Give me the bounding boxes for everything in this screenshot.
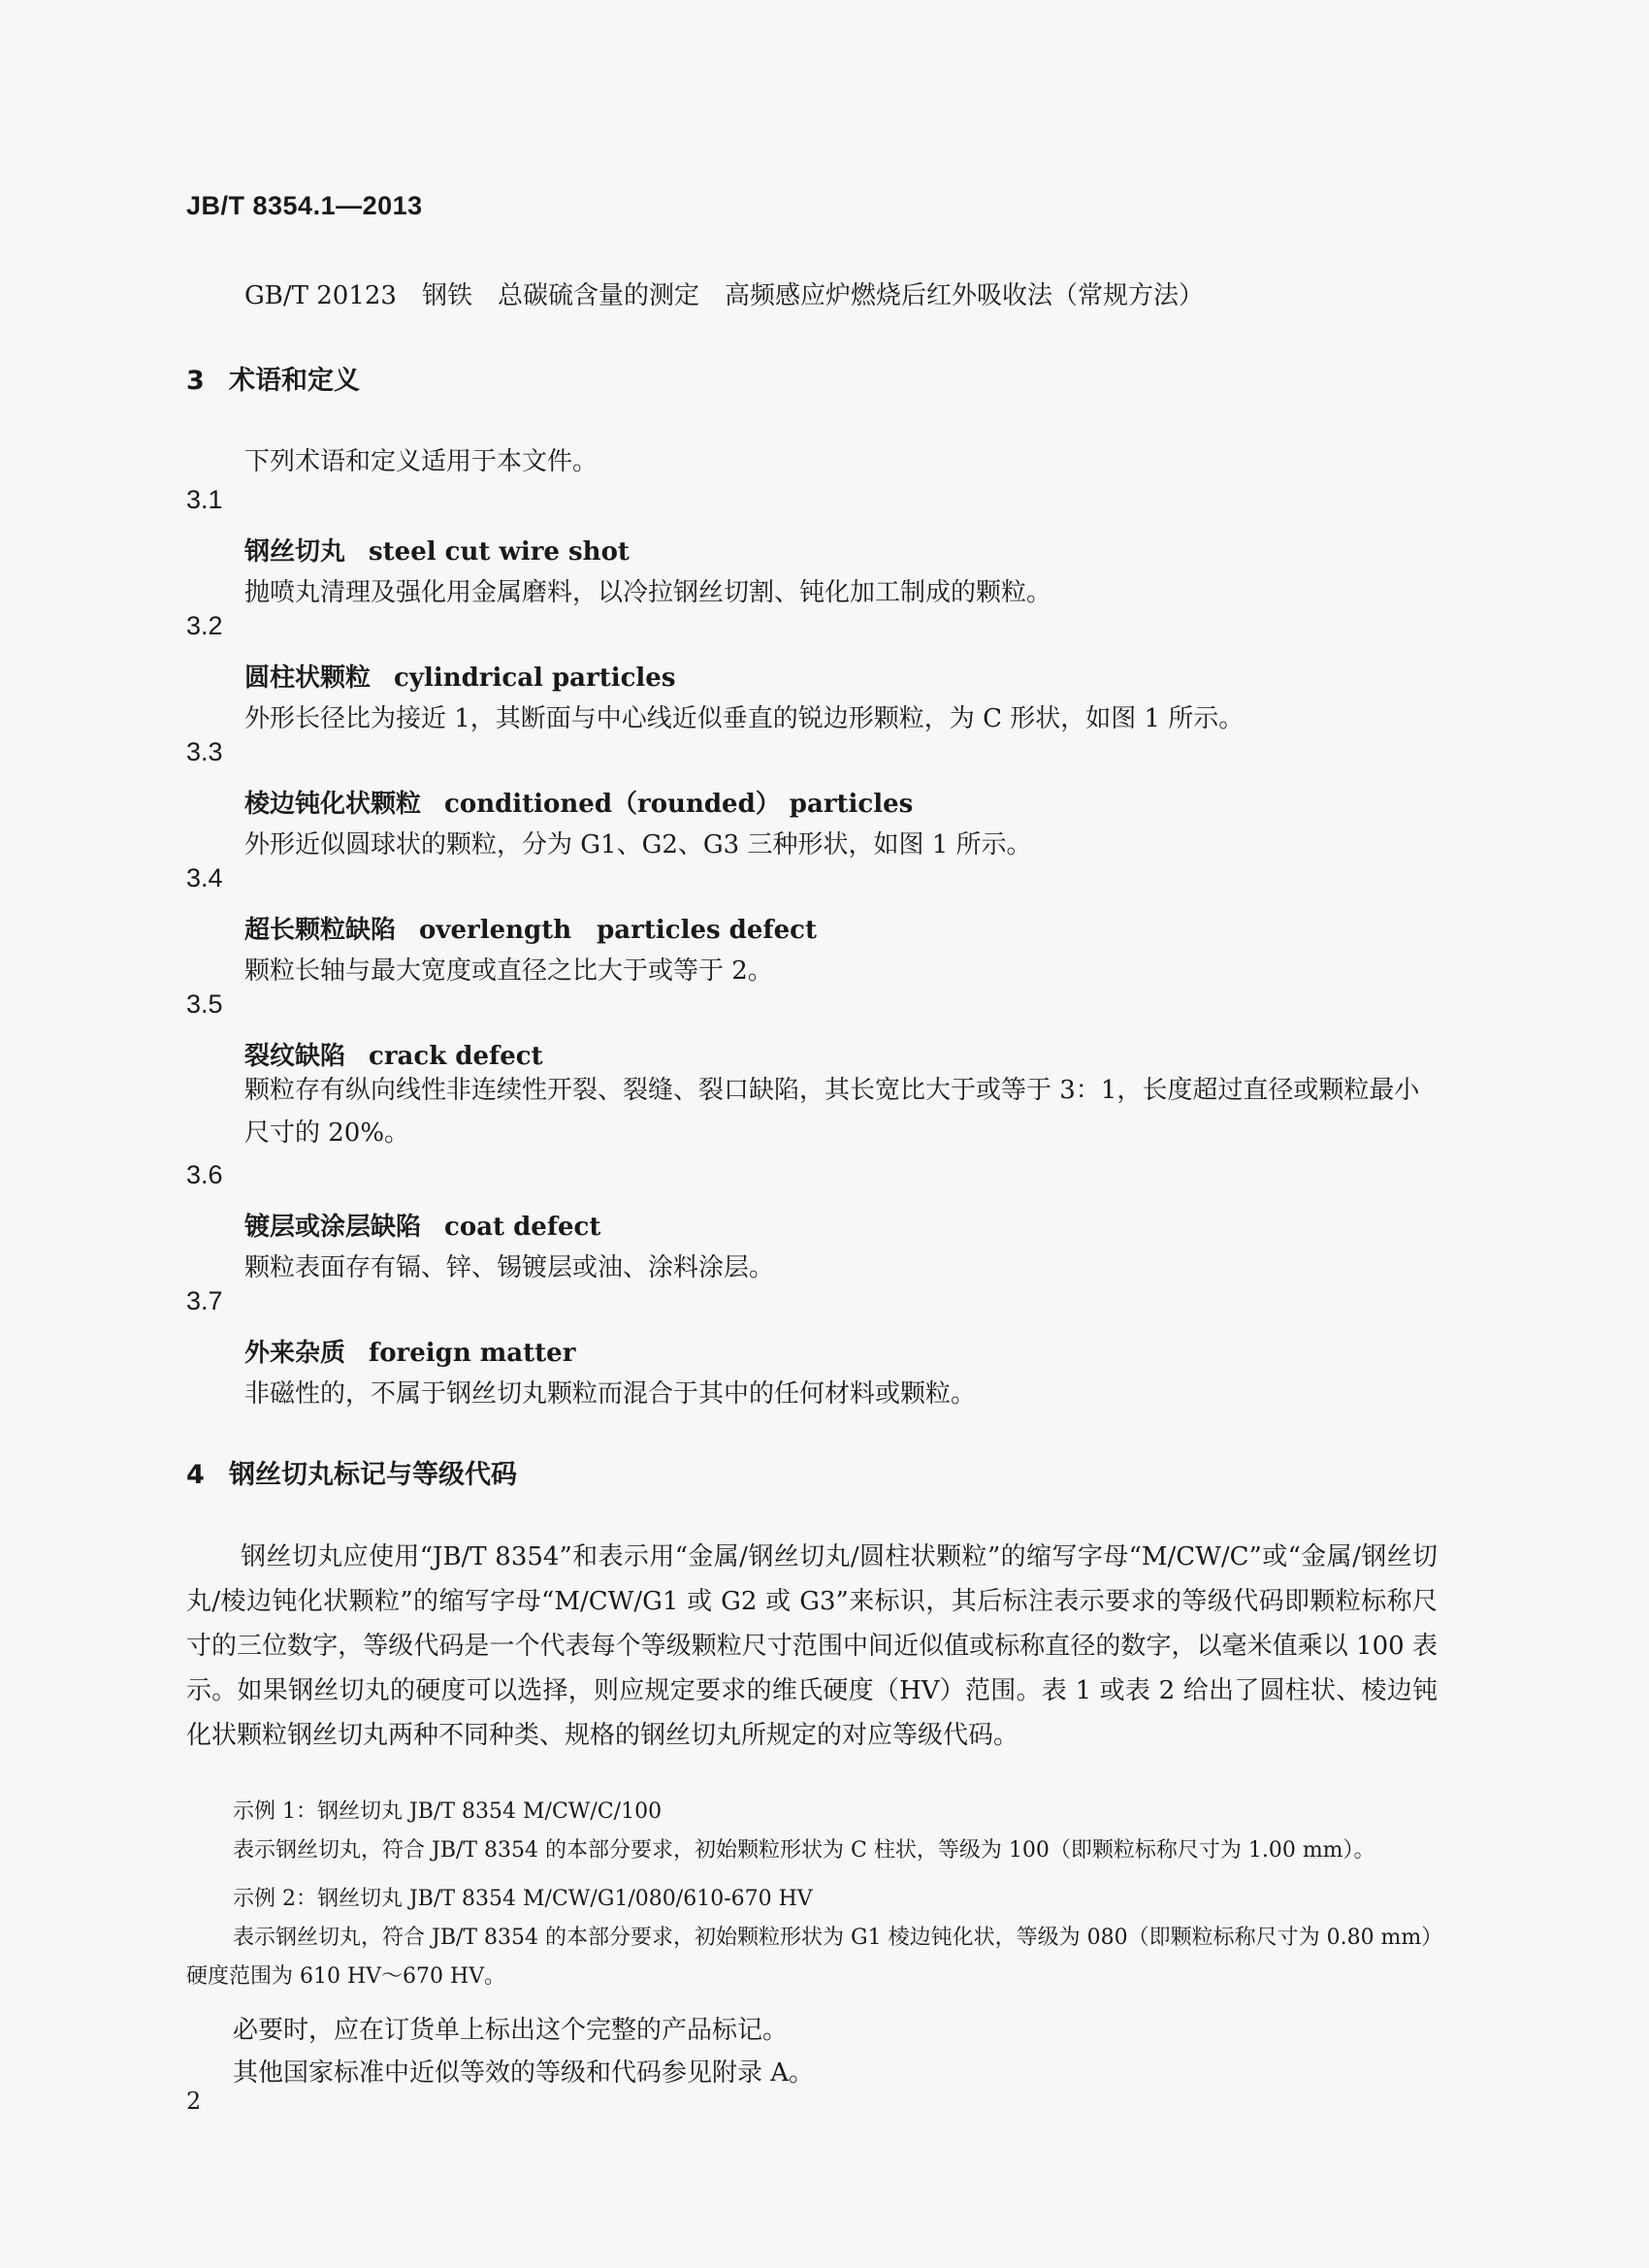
clause-number: 3.1: [186, 485, 223, 514]
term-en: conditioned（rounded） particles: [444, 790, 914, 819]
term-cn: 超长颗粒缺陷: [244, 916, 397, 945]
term-en: steel cut wire shot: [369, 537, 630, 567]
normative-reference-line: GB/T 20123 钢铁 总碳硫含量的测定 高频感应炉燃烧后红外吸收法（常规方法）: [244, 281, 1204, 310]
example-1-description: 表示钢丝切丸，符合 JB/T 8354 的本部分要求，初始颗粒形状为 C 柱状，等级为 100（即颗粒标称尺寸为 1.00 mm）。: [233, 1838, 1375, 1863]
page-number: 2: [186, 2088, 202, 2115]
standard-number-header: JB/T 8354.1—2013: [186, 191, 423, 220]
term-heading: [244, 532, 630, 567]
annex-reference-note: 其他国家标准中近似等效的等级和代码参见附录 A。: [233, 2058, 815, 2088]
term-en: overlength particles defect: [419, 916, 817, 945]
clause-number: 3.2: [186, 611, 223, 640]
example-2-label: 示例 2：钢丝切丸 JB/T 8354 M/CW/G1/080/610-670 HV: [233, 1887, 813, 1911]
section-4-heading: [186, 1453, 517, 1491]
term-heading: [244, 1207, 600, 1243]
term-definition: 外形长径比为接近 1，其断面与中心线近似垂直的锐边形颗粒，为 C 形状，如图 1 所示。: [244, 704, 1245, 733]
example-1-label: 示例 1：钢丝切丸 JB/T 8354 M/CW/C/100: [233, 1799, 663, 1824]
term-heading: [244, 1333, 575, 1369]
section-3-intro: 下列术语和定义适用于本文件。: [244, 447, 598, 476]
term-definition: 颗粒表面存有镉、锌、锡镀层或油、涂料涂层。: [244, 1253, 775, 1282]
example-2-description: 表示钢丝切丸，符合 JB/T 8354 的本部分要求，初始颗粒形状为 G1 棱边钝化状，等级为 080（即颗粒标称尺寸为 0.80 mm）硬度范围为 610 HV～670 HV。: [186, 1926, 1433, 1989]
term-cn: 棱边钝化状颗粒: [244, 790, 422, 819]
term-heading: [244, 658, 675, 694]
term-en: foreign matter: [369, 1339, 576, 1368]
term-cn: 裂纹缺陷: [244, 1042, 346, 1071]
term-cn: 镀层或涂层缺陷: [244, 1213, 422, 1242]
section-4-paragraph: 钢丝切丸应使用“JB/T 8354”和表示用“金属/钢丝切丸/圆柱状颗粒”的缩写字母“M/CW/C”或“金属/钢丝切丸/棱边钝化状颗粒”的缩写字母“M/CW/G1 或 G2 或 G3”来标识，其后标注表示要求的等级代码即颗粒标称尺寸的三位数字，等级代码是一个代表每个等级颗粒尺寸范围中间近似值或标称直径的数字，以毫米值乘以 100 表示。如果钢丝切丸的硬度可以选择，则应规定要求的维氏硬度（HV）范围。表 1 或表 2 给出了圆柱状、棱边钝化状颗粒钢丝切丸两种不同种类、规格的钢丝切丸所规定的对应等级代码。: [186, 1542, 1438, 1750]
term-heading: [244, 784, 913, 820]
clause-number: 3.3: [186, 737, 223, 766]
term-en: coat defect: [444, 1213, 601, 1242]
section-number: 3: [186, 366, 205, 396]
term-en: crack defect: [369, 1042, 543, 1071]
clause-number: 3.6: [186, 1160, 223, 1189]
term-heading: [244, 910, 817, 946]
term-definition: 颗粒存有纵向线性非连续性开裂、裂缝、裂口缺陷，其长宽比大于或等于 3：1，长度超过直径或颗粒最小尺寸的 20%。: [244, 1076, 1420, 1148]
term-cn: 圆柱状颗粒: [244, 664, 372, 693]
term-en: cylindrical particles: [394, 664, 676, 693]
term-definition: 非磁性的，不属于钢丝切丸颗粒而混合于其中的任何材料或颗粒。: [244, 1379, 977, 1409]
ordering-note: 必要时，应在订货单上标出这个完整的产品标记。: [233, 2016, 789, 2045]
term-cn: 外来杂质: [244, 1339, 346, 1368]
term-definition: 外形近似圆球状的颗粒，分为 G1、G2、G3 三种形状，如图 1 所示。: [244, 830, 1032, 859]
term-definition: 颗粒长轴与最大宽度或直径之比大于或等于 2。: [244, 956, 773, 986]
clause-number: 3.4: [186, 863, 223, 892]
clause-number: 3.7: [186, 1286, 223, 1315]
section-title: 钢丝切丸标记与等级代码: [229, 1460, 517, 1490]
section-3-heading: [186, 359, 360, 397]
section-number: 4: [186, 1460, 205, 1490]
clause-number: 3.5: [186, 989, 223, 1019]
term-heading: [244, 1036, 543, 1072]
term-cn: 钢丝切丸: [244, 537, 346, 567]
term-definition: 抛喷丸清理及强化用金属磨料，以冷拉钢丝切割、钝化加工制成的颗粒。: [244, 578, 1052, 607]
section-title: 术语和定义: [229, 366, 360, 396]
